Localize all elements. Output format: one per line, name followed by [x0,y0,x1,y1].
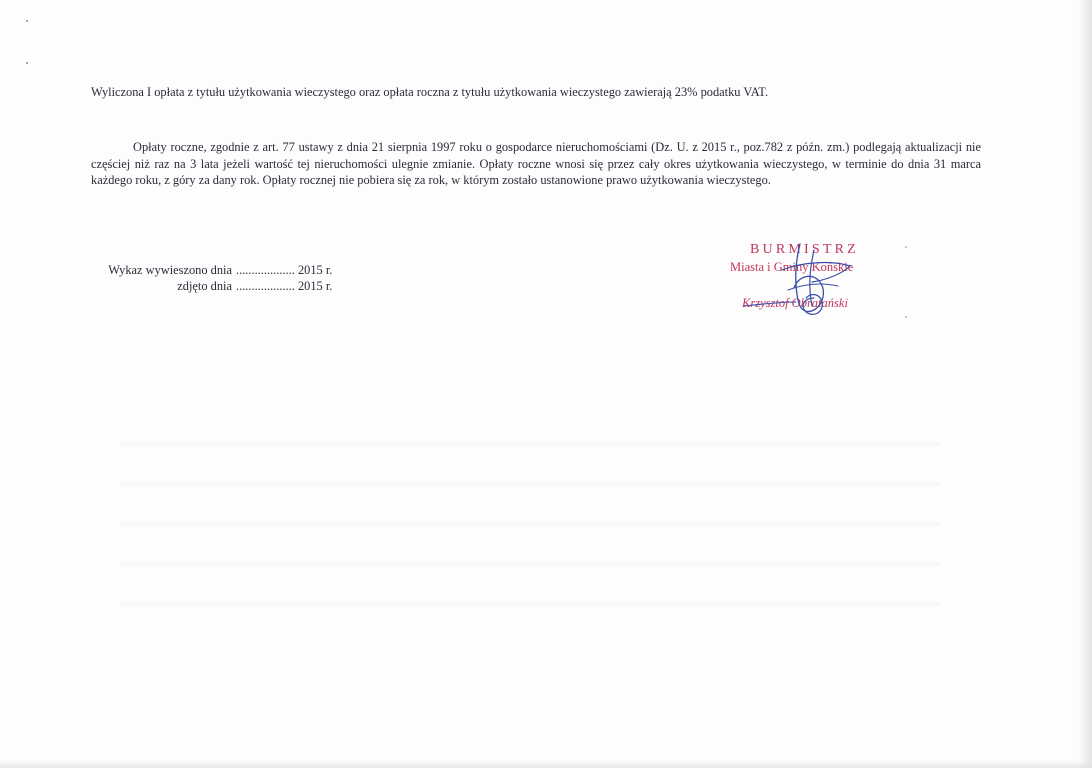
annual-fee-paragraph: Opłaty roczne, zgodnie z art. 77 ustawy z dnia 21 sierpnia 1997 roku o gospodarce nieruchomościami (Dz. U. z 2015 r., poz.782 z późn. zm.) podlegają aktualizacji nie częściej niż raz na 3 lata jeżeli wartość tej nieruchomości ulegnie zmianie. Opłaty roczne wnosi się przez cały okres użytkowania wieczystego, w terminie do dnia 31 marca każdego roku, z góry za dany rok. Opłaty rocznej nie pobiera się za rok, w którym zostało ustanowione prawo użytkowania wieczystego. [91,140,981,188]
mayor-stamp [722,240,912,320]
reverse-side-bleed [120,420,940,620]
removed-value: ................... 2015 r. [236,279,333,293]
posted-row [91,262,332,278]
scan-speck [26,20,28,22]
removed-label: zdjęto dnia [177,279,232,293]
vat-note: Wyliczona I opłata z tytułu użytkowania wieczystego oraz opłata roczna z tytułu użytkowania wieczystego zawierają 23% podatku VAT. [91,85,769,99]
posted-value: ................... 2015 r. [236,263,333,277]
stamp-name: Krzysztof Obratański [742,296,848,310]
page-edge-shadow [1078,0,1092,768]
scan-speck [26,62,28,64]
removed-row [91,278,332,294]
posting-dates [91,262,332,294]
page-edge-shadow-bottom [0,760,1092,768]
stamp-office: Miasta i Gminy Końskie [730,260,854,274]
posted-label: Wykaz wywieszono dnia [108,263,232,277]
stamp-title: BURMISTRZ [750,242,859,257]
